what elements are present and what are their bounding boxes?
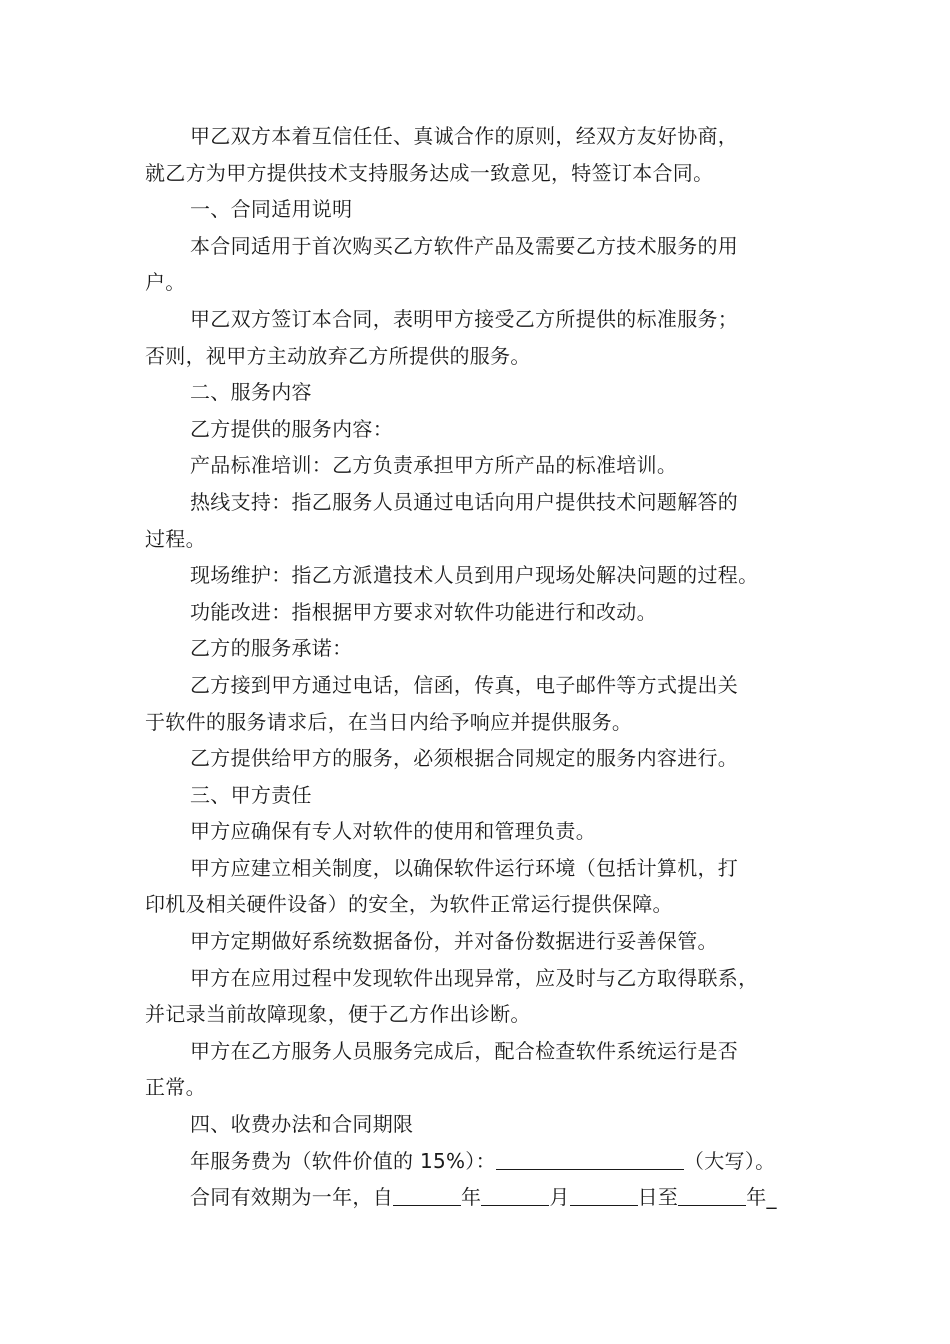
section-heading-h3 bbox=[145, 777, 810, 814]
start-day-blank bbox=[570, 1183, 638, 1206]
text-line: 就乙方为甲方提供技术支持服务达成一致意见，特签订本合同。 bbox=[145, 160, 714, 185]
paragraph-p11 bbox=[145, 740, 810, 777]
text-line: 乙方提供给甲方的服务，必须根据合同规定的服务内容进行。 bbox=[190, 746, 739, 771]
fee-amount-blank bbox=[496, 1147, 684, 1170]
text-line: 乙方的服务承诺： bbox=[190, 636, 353, 661]
section-heading-h4 bbox=[145, 1106, 810, 1143]
text-line: 乙方接到甲方通过电话，信函，传真，电子邮件等方式提出关 bbox=[190, 672, 739, 697]
term-year2-label: 年 bbox=[746, 1185, 767, 1210]
text-line: 甲方在应用过程中发现软件出现异常，应及时与乙方取得联系， bbox=[190, 965, 759, 990]
section-heading-h2 bbox=[145, 374, 810, 411]
text-line: 并记录当前故障现象，便于乙方作出诊断。 bbox=[145, 1002, 531, 1027]
text-line: 现场维护：指乙方派遣技术人员到用户现场处解决问题的过程。 bbox=[190, 563, 759, 588]
term-year-label: 年 bbox=[461, 1185, 482, 1210]
paragraph-p13 bbox=[145, 850, 810, 923]
text-line: 印机及相关硬件设备）的安全，为软件正常运行提供保障。 bbox=[145, 892, 673, 917]
text-line: 过程。 bbox=[145, 526, 206, 551]
paragraph-p9 bbox=[145, 630, 810, 667]
fee-suffix: （大写）。 bbox=[683, 1148, 776, 1173]
text-line: 甲乙双方本着互信任任、真诚合作的原则，经双方友好协商， bbox=[190, 124, 739, 148]
paragraph-p12 bbox=[145, 813, 810, 850]
text-line: 二、服务内容 bbox=[190, 380, 312, 405]
text-line: 产品标准培训：乙方负责承担甲方所产品的标准培训。 bbox=[190, 453, 678, 478]
text-line: 甲方应建立相关制度，以确保软件运行环境（包括计算机，打 bbox=[190, 855, 739, 880]
paragraph-p3 bbox=[145, 301, 810, 374]
start-year-blank bbox=[393, 1183, 461, 1206]
start-month-blank bbox=[481, 1183, 549, 1206]
text-line: 一、合同适用说明 bbox=[190, 197, 353, 222]
text-line: 甲方定期做好系统数据备份，并对备份数据进行妥善保管。 bbox=[190, 929, 718, 954]
text-line: 否则，视甲方主动放弃乙方所提供的服务。 bbox=[145, 343, 531, 368]
term-line bbox=[145, 1179, 810, 1216]
text-line: 热线支持：指乙服务人员通过电话向用户提供技术问题解答的 bbox=[190, 489, 739, 514]
term-prefix: 合同有效期为一年，自 bbox=[190, 1185, 393, 1210]
paragraph-p16 bbox=[145, 1033, 810, 1106]
contract-page bbox=[145, 118, 810, 1216]
paragraph-p7 bbox=[145, 557, 810, 594]
term-trail: _ bbox=[766, 1185, 777, 1210]
fee-prefix: 年服务费为（软件价值的 15%）： bbox=[190, 1148, 496, 1173]
text-line: 户。 bbox=[145, 270, 186, 295]
text-line: 四、收费办法和合同期限 bbox=[190, 1112, 414, 1137]
text-line: 乙方提供的服务内容： bbox=[190, 416, 393, 441]
paragraph-p2 bbox=[145, 228, 810, 301]
paragraph-p8 bbox=[145, 594, 810, 631]
fee-line bbox=[145, 1143, 810, 1180]
section-heading-h1 bbox=[145, 191, 810, 228]
paragraph-p14 bbox=[145, 923, 810, 960]
paragraph-p4 bbox=[145, 411, 810, 448]
contract-body bbox=[145, 118, 810, 1143]
paragraph-p10 bbox=[145, 667, 810, 740]
paragraph-p15 bbox=[145, 960, 810, 1033]
text-line: 三、甲方责任 bbox=[190, 782, 312, 807]
text-line: 本合同适用于首次购买乙方软件产品及需要乙方技术服务的用 bbox=[190, 233, 739, 258]
text-line: 甲方在乙方服务人员服务完成后，配合检查软件系统运行是否 bbox=[190, 1038, 739, 1063]
text-line: 甲方应确保有专人对软件的使用和管理负责。 bbox=[190, 819, 596, 844]
term-day-to-label: 日至 bbox=[637, 1185, 679, 1210]
paragraph-p1 bbox=[145, 118, 810, 191]
text-line: 于软件的服务请求后，在当日内给予响应并提供服务。 bbox=[145, 709, 633, 734]
text-line: 甲乙双方签订本合同，表明甲方接受乙方所提供的标准服务； bbox=[190, 306, 739, 331]
end-year-blank bbox=[678, 1183, 746, 1206]
term-month-label: 月 bbox=[549, 1185, 570, 1210]
paragraph-p6 bbox=[145, 484, 810, 557]
paragraph-p5 bbox=[145, 447, 810, 484]
text-line: 正常。 bbox=[145, 1075, 206, 1100]
text-line: 功能改进：指根据甲方要求对软件功能进行和改动。 bbox=[190, 599, 657, 624]
